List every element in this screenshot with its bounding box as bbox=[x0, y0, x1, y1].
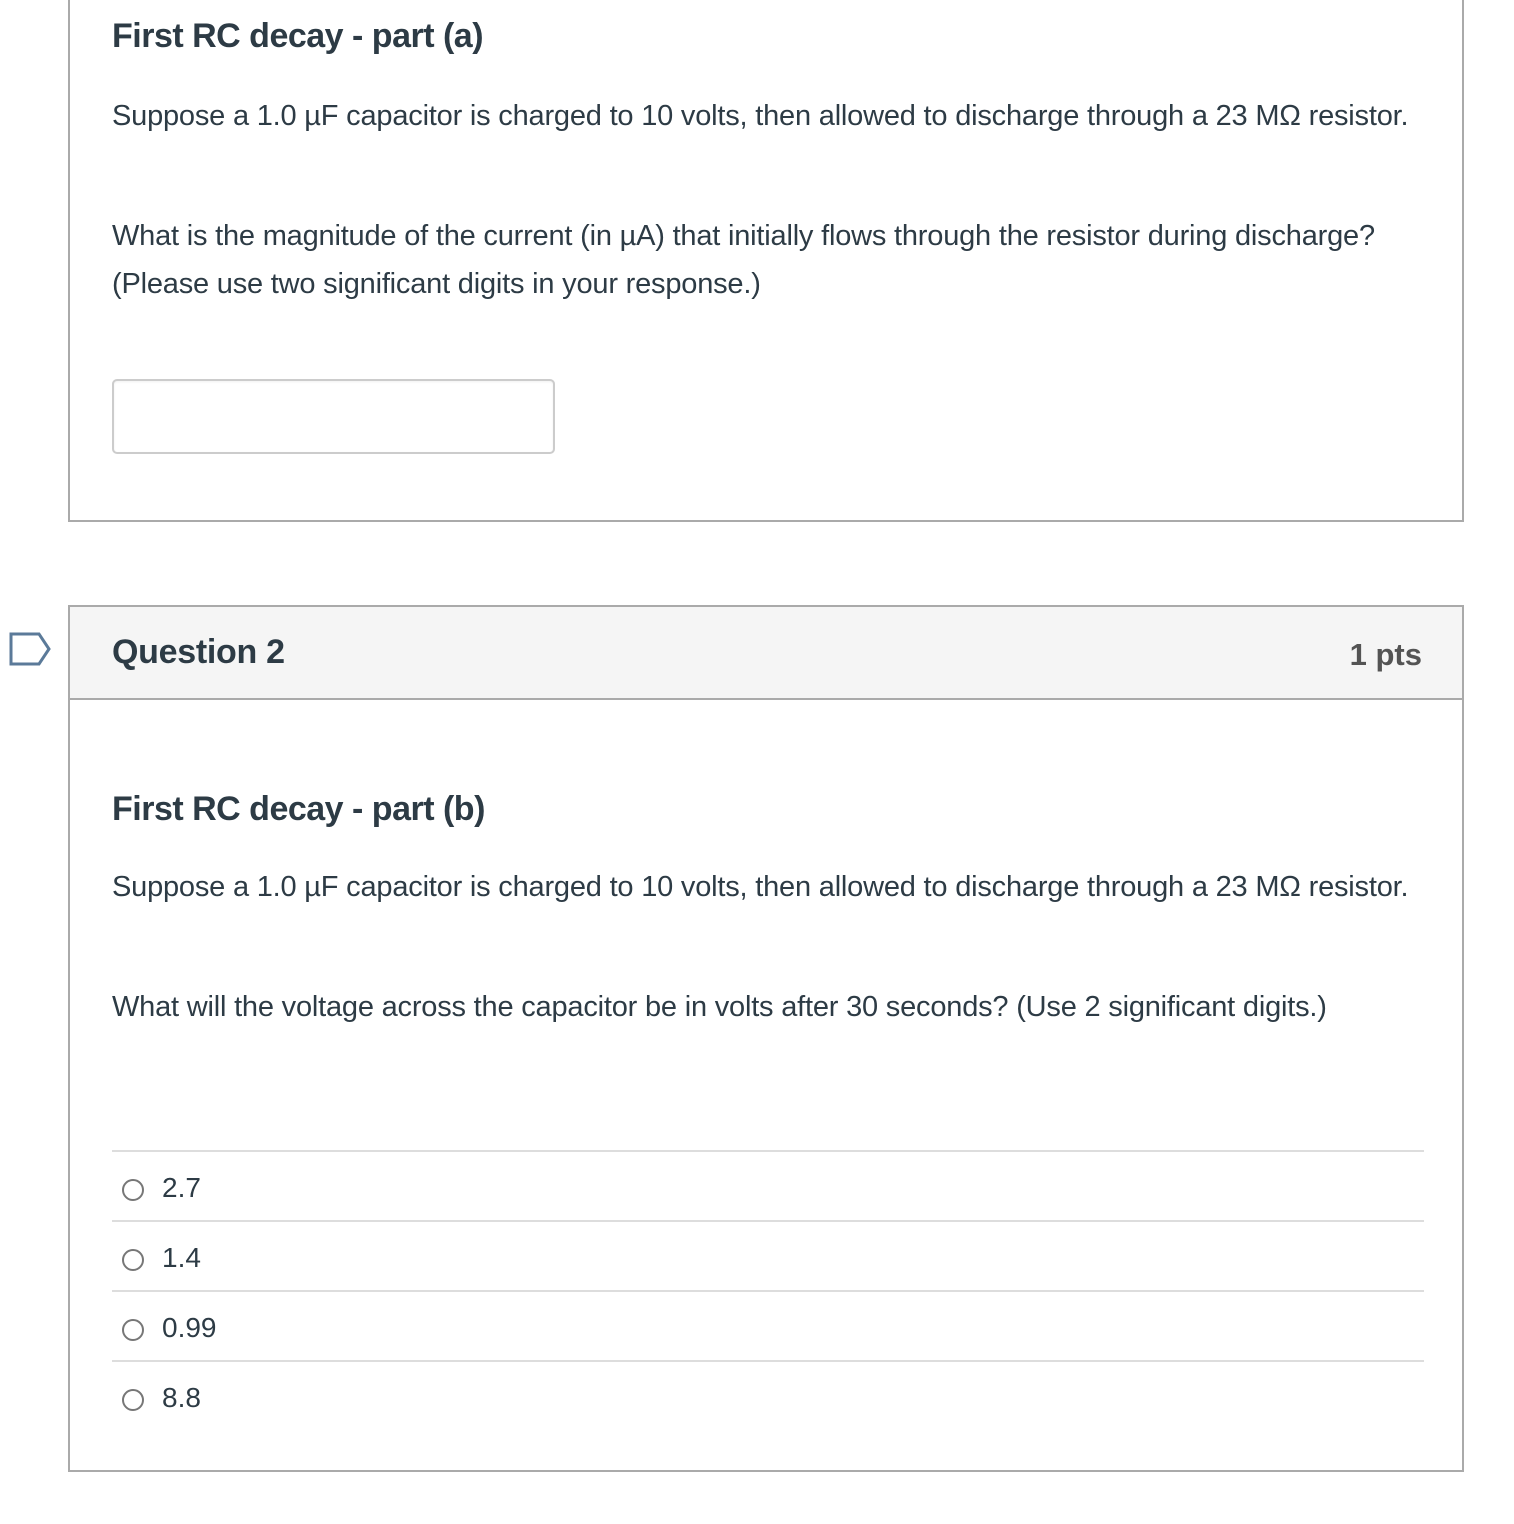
question-text-prompt: What is the magnitude of the current (in µA) that initially flows through the resistor during discharge? (Please use two significant digits in your response.) bbox=[112, 220, 1375, 300]
question-card-part-a bbox=[68, 0, 1464, 522]
question-points: 1 pts bbox=[1349, 637, 1422, 672]
answer-option[interactable] bbox=[112, 1290, 1424, 1360]
question-header bbox=[70, 607, 1462, 700]
question-text-setup: Suppose a 1.0 µF capacitor is charged to 10 volts, then allowed to discharge through a 23 MΩ resistor. bbox=[112, 871, 1409, 903]
answer-label[interactable]: 1.4 bbox=[162, 1242, 201, 1273]
radio-button[interactable] bbox=[122, 1179, 144, 1201]
answer-label[interactable]: 8.8 bbox=[162, 1382, 201, 1413]
question-title: First RC decay - part (b) bbox=[112, 790, 485, 828]
radio-button[interactable] bbox=[122, 1319, 144, 1341]
numeric-answer-input[interactable] bbox=[112, 379, 555, 454]
flag-question-icon[interactable] bbox=[9, 632, 51, 666]
question-text-prompt: What will the voltage across the capacitor be in volts after 30 seconds? (Use 2 significant digits.) bbox=[112, 991, 1327, 1023]
answer-option[interactable] bbox=[112, 1150, 1424, 1220]
answer-option[interactable] bbox=[112, 1220, 1424, 1290]
answer-option[interactable] bbox=[112, 1360, 1424, 1430]
radio-button[interactable] bbox=[122, 1249, 144, 1271]
radio-button[interactable] bbox=[122, 1389, 144, 1411]
question-text-setup: Suppose a 1.0 µF capacitor is charged to 10 volts, then allowed to discharge through a 23 MΩ resistor. bbox=[112, 100, 1409, 132]
question-card-2 bbox=[68, 605, 1464, 1472]
answer-label[interactable]: 0.99 bbox=[162, 1312, 217, 1343]
answer-options bbox=[112, 1150, 1424, 1430]
question-number: Question 2 bbox=[112, 633, 285, 671]
answer-label[interactable]: 2.7 bbox=[162, 1172, 201, 1203]
question-title: First RC decay - part (a) bbox=[112, 17, 484, 55]
